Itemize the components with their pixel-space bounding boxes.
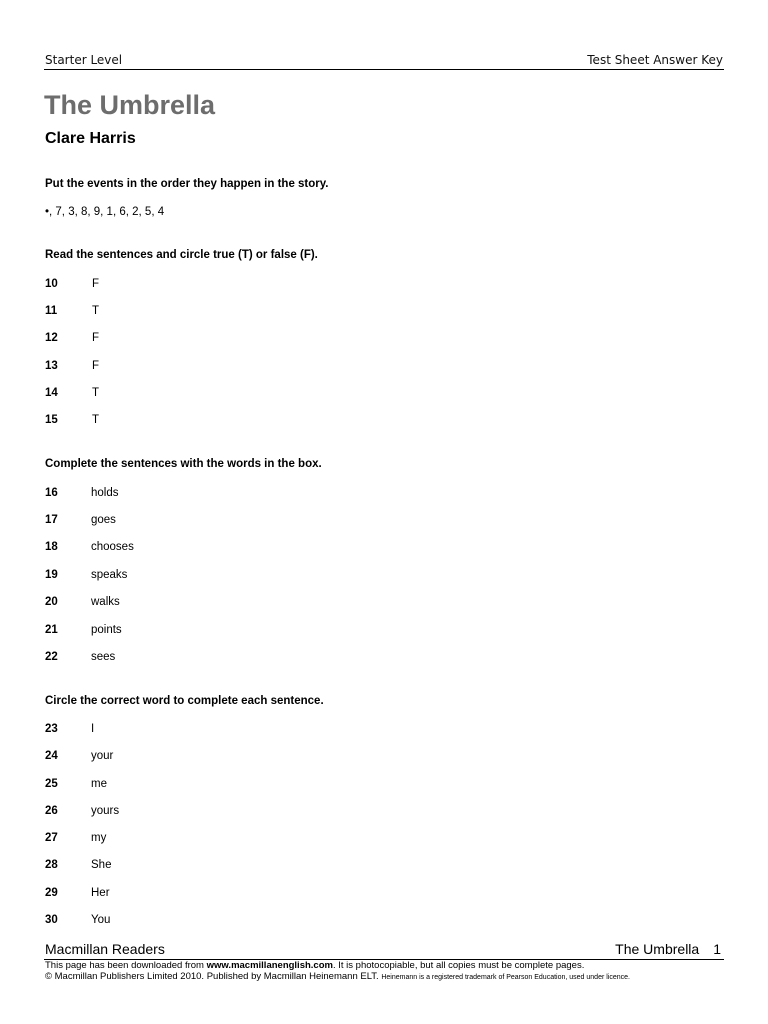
- order-answer: •, 7, 3, 8, 9, 1, 6, 2, 5, 4: [45, 206, 165, 218]
- question-number: 28: [45, 859, 58, 871]
- question-number: 26: [45, 805, 58, 817]
- answer-text: me: [91, 778, 107, 790]
- footer-download-note: [45, 960, 584, 971]
- question-number: 13: [45, 360, 58, 372]
- question-number: 14: [45, 387, 58, 399]
- footer-url-link[interactable]: www.macmillanenglish.com: [206, 960, 333, 971]
- question-number: 11: [45, 305, 58, 317]
- question-number: 27: [45, 832, 58, 844]
- question-number: 16: [45, 487, 58, 499]
- question-number: 18: [45, 541, 58, 553]
- answer-text: speaks: [91, 569, 128, 581]
- footer-trademark-note: Heinemann is a registered trademark of Pearson Education, used under licence.: [381, 974, 630, 981]
- question-number: 24: [45, 750, 58, 762]
- circle-instruction: Circle the correct word to complete each sentence.: [45, 695, 324, 707]
- question-number: 23: [45, 723, 58, 735]
- answer-text: my: [91, 832, 107, 844]
- answer-text: F: [92, 332, 100, 344]
- answer-text: points: [91, 624, 122, 636]
- answer-text: holds: [91, 487, 119, 499]
- footer-book-title: The Umbrella: [615, 941, 700, 957]
- question-number: 22: [45, 651, 58, 663]
- footer-copyright: [45, 971, 630, 982]
- answer-text: sees: [91, 651, 116, 663]
- footer-copyright-main: © Macmillan Publishers Limited 2010. Published by Macmillan Heinemann ELT.: [45, 971, 379, 982]
- footer-download-prefix: This page has been downloaded from: [45, 960, 207, 971]
- answer-text: Her: [91, 887, 110, 899]
- complete-instruction: Complete the sentences with the words in the box.: [45, 458, 322, 470]
- header-doc-type: Test Sheet Answer Key: [587, 53, 723, 67]
- answer-text: I: [91, 723, 95, 735]
- footer-book-info: [615, 941, 721, 957]
- question-number: 19: [45, 569, 58, 581]
- footer-download-suffix: . It is photocopiable, but all copies must be complete pages.: [332, 960, 585, 971]
- answer-text: goes: [91, 514, 116, 526]
- answer-text: She: [91, 859, 112, 871]
- answer-text: yours: [91, 805, 120, 817]
- question-number: 15: [45, 414, 58, 426]
- footer-series: Macmillan Readers: [45, 941, 165, 957]
- answer-text: T: [92, 305, 100, 317]
- true-false-instruction: Read the sentences and circle true (T) or false (F).: [45, 249, 318, 261]
- page-title: The Umbrella: [44, 90, 216, 120]
- answer-text: F: [92, 278, 100, 290]
- order-instruction: Put the events in the order they happen in the story.: [45, 178, 329, 190]
- question-number: 29: [45, 887, 58, 899]
- answer-text: walks: [91, 596, 120, 608]
- question-number: 21: [45, 624, 58, 636]
- question-number: 10: [45, 278, 58, 290]
- question-number: 12: [45, 332, 58, 344]
- question-number: 30: [45, 914, 58, 926]
- answer-text: F: [92, 360, 100, 372]
- question-number: 25: [45, 778, 58, 790]
- answer-text: your: [91, 750, 114, 762]
- question-number: 17: [45, 514, 58, 526]
- question-number: 20: [45, 596, 58, 608]
- header-level: Starter Level: [45, 53, 123, 67]
- header-divider: [44, 69, 724, 70]
- answer-text: You: [91, 914, 111, 926]
- answer-text: T: [92, 414, 100, 426]
- author-name: Clare Harris: [45, 130, 136, 147]
- answer-text: chooses: [91, 541, 134, 553]
- page-number: 1: [713, 941, 721, 957]
- answer-text: T: [92, 387, 100, 399]
